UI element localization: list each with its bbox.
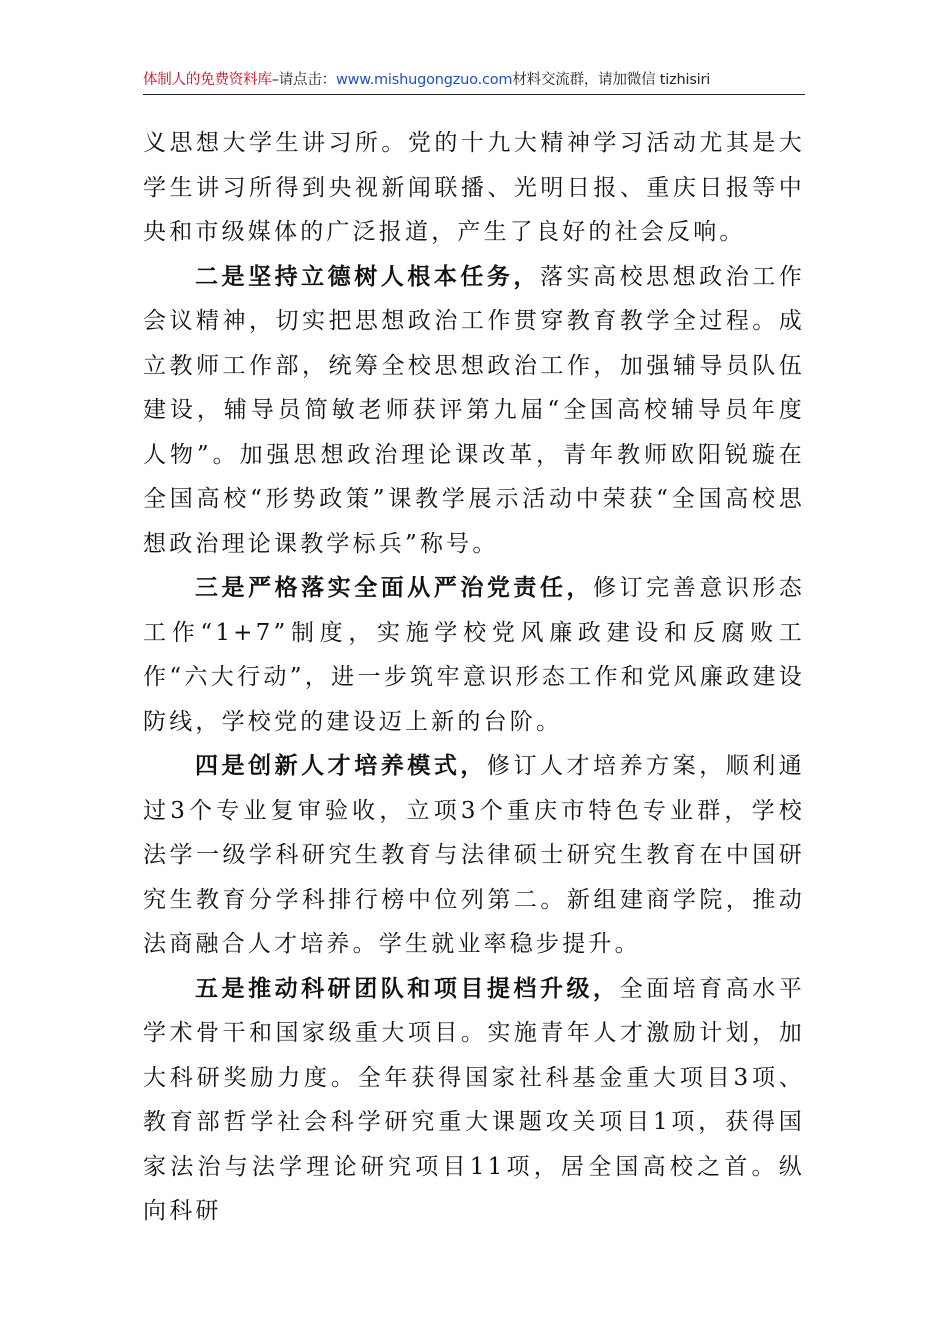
paragraph-item-3 [143,566,805,744]
document-body [143,121,805,1234]
paragraph-text: 义思想大学生讲习所。党的十九大精神学习活动尤其是大学生讲习所得到央视新闻联播、光明日报、重庆日报等中央和市级媒体的广泛报道，产生了良好的社会反响。 [143,130,805,245]
paragraph-item-2 [143,255,805,567]
paragraph-text: 全面培育高水平学术骨干和国家级重大项目。实施青年人才激励计划，加大科研奖励力度。全年获得国家社科基金重大项目3项、教育部哲学社会科学研究重大课题攻关项目1项，获得国家法治与法学理论研究项目11项，居全国高校之首。纵向科研 [143,975,805,1224]
header-tail: 材料交流群，请加微信 tizhisiri [512,72,711,88]
paragraph-item-4 [143,744,805,967]
paragraph-continuation [143,121,805,255]
page-header [143,66,805,95]
header-url-link[interactable]: www.mishugongzuo.com [335,72,513,88]
paragraph-text: 修订完善意识形态工作“1+7”制度，实施学校党风廉政建设和反腐败工作“六大行动”，进一步筑牢意识形态工作和党风廉政建设防线，学校党的建设迈上新的台阶。 [143,575,805,735]
paragraph-lead: 二是坚持立德树人根本任务， [195,263,540,290]
paragraph-text: 修订人才培养方案，顺利通过3个专业复审验收，立项3个重庆市特色专业群，学校法学一级学科研究生教育与法律硕士研究生教育在中国研究生教育分学科排行榜中位列第二。新组建商学院，推动法商融合人才培养。学生就业率稳步提升。 [143,753,806,957]
paragraph-lead: 五是推动科研团队和项目提档升级， [195,975,620,1002]
header-brand: 体制人的免费资料库 [143,72,272,88]
paragraph-item-5 [143,967,805,1234]
paragraph-text: 落实高校思想政治工作会议精神，切实把思想政治工作贯穿教育教学全过程。成立教师工作部，统筹全校思想政治工作，加强辅导员队伍建设，辅导员简敏老师获评第九届“全国高校辅导员年度人物”。加强思想政治理论课改革，青年教师欧阳锐璇在全国高校“形势政策”课教学展示活动中荣获“全国高校思想政治理论课教学标兵”称号。 [143,263,805,557]
paragraph-lead: 三是严格落实全面从严治党责任， [195,575,594,601]
header-prompt: –请点击： [271,72,336,88]
paragraph-lead: 四是创新人才培养模式， [195,753,487,779]
